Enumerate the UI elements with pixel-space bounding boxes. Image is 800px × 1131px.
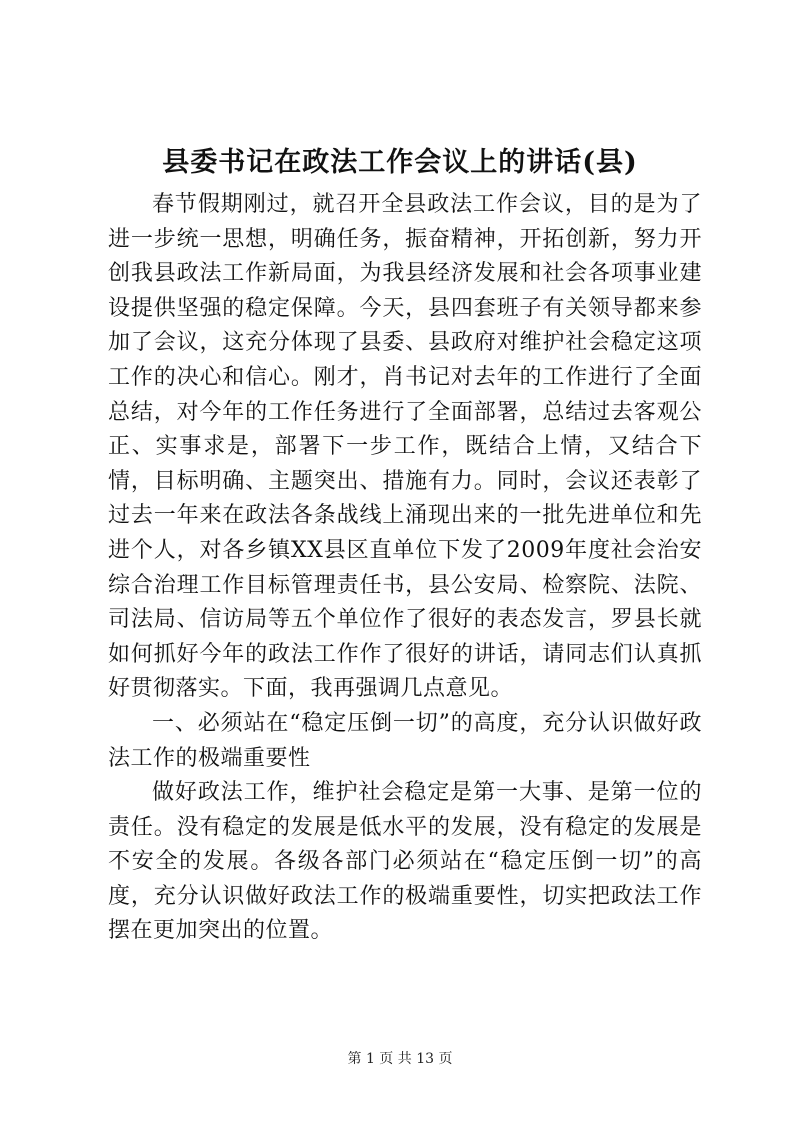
paragraph-intro: 春节假期刚过，就召开全县政法工作会议，目的是为了进一步统一思想，明确任务，振奋精神，开拓创新，努力开创我县政法工作新局面，为我县经济发展和社会各项事业建设提供坚强的稳定保障。今天，县四套班子有关领导都来参加了会议，这充分体现了县委、县政府对维护社会稳定这项工作的决心和信心。刚才，肖书记对去年的工作进行了全面总结，对今年的工作任务进行了全面部署，总结过去客观公正、实事求是，部署下一步工作，既结合上情，又结合下情，目标明确、主题突出、措施有力。同时，会议还表彰了过去一年来在政法各条战线上涌现出来的一批先进单位和先进个人，对各乡镇XX县区直单位下发了2009年度社会治安综合治理工作目标管理责任书，县公安局、检察院、法院、司法局、信访局等五个单位作了很好的表态发言，罗县长就如何抓好今年的政法工作作了很好的讲话，请同志们认真抓好贯彻落实。下面，我再强调几点意见。 xyxy=(108,192,702,702)
paragraph-section-1: 做好政法工作，维护社会稳定是第一大事、是第一位的责任。没有稳定的发展是低水平的发展，没有稳定的发展是不安全的发展。各级各部门必须站在“稳定压倒一切”的高度，充分认识做好政法工作的极端重要性，切实把政法工作摆在更加突出的位置。 xyxy=(108,780,702,944)
page-number: 第 1 页 共 13 页 xyxy=(347,1051,453,1067)
document-title: 县委书记在政法工作会议上的讲话(县) xyxy=(162,147,638,178)
document-body xyxy=(108,188,702,949)
section-heading-1: 一、必须站在“稳定压倒一切”的高度，充分认识做好政法工作的极端重要性 xyxy=(108,710,702,771)
